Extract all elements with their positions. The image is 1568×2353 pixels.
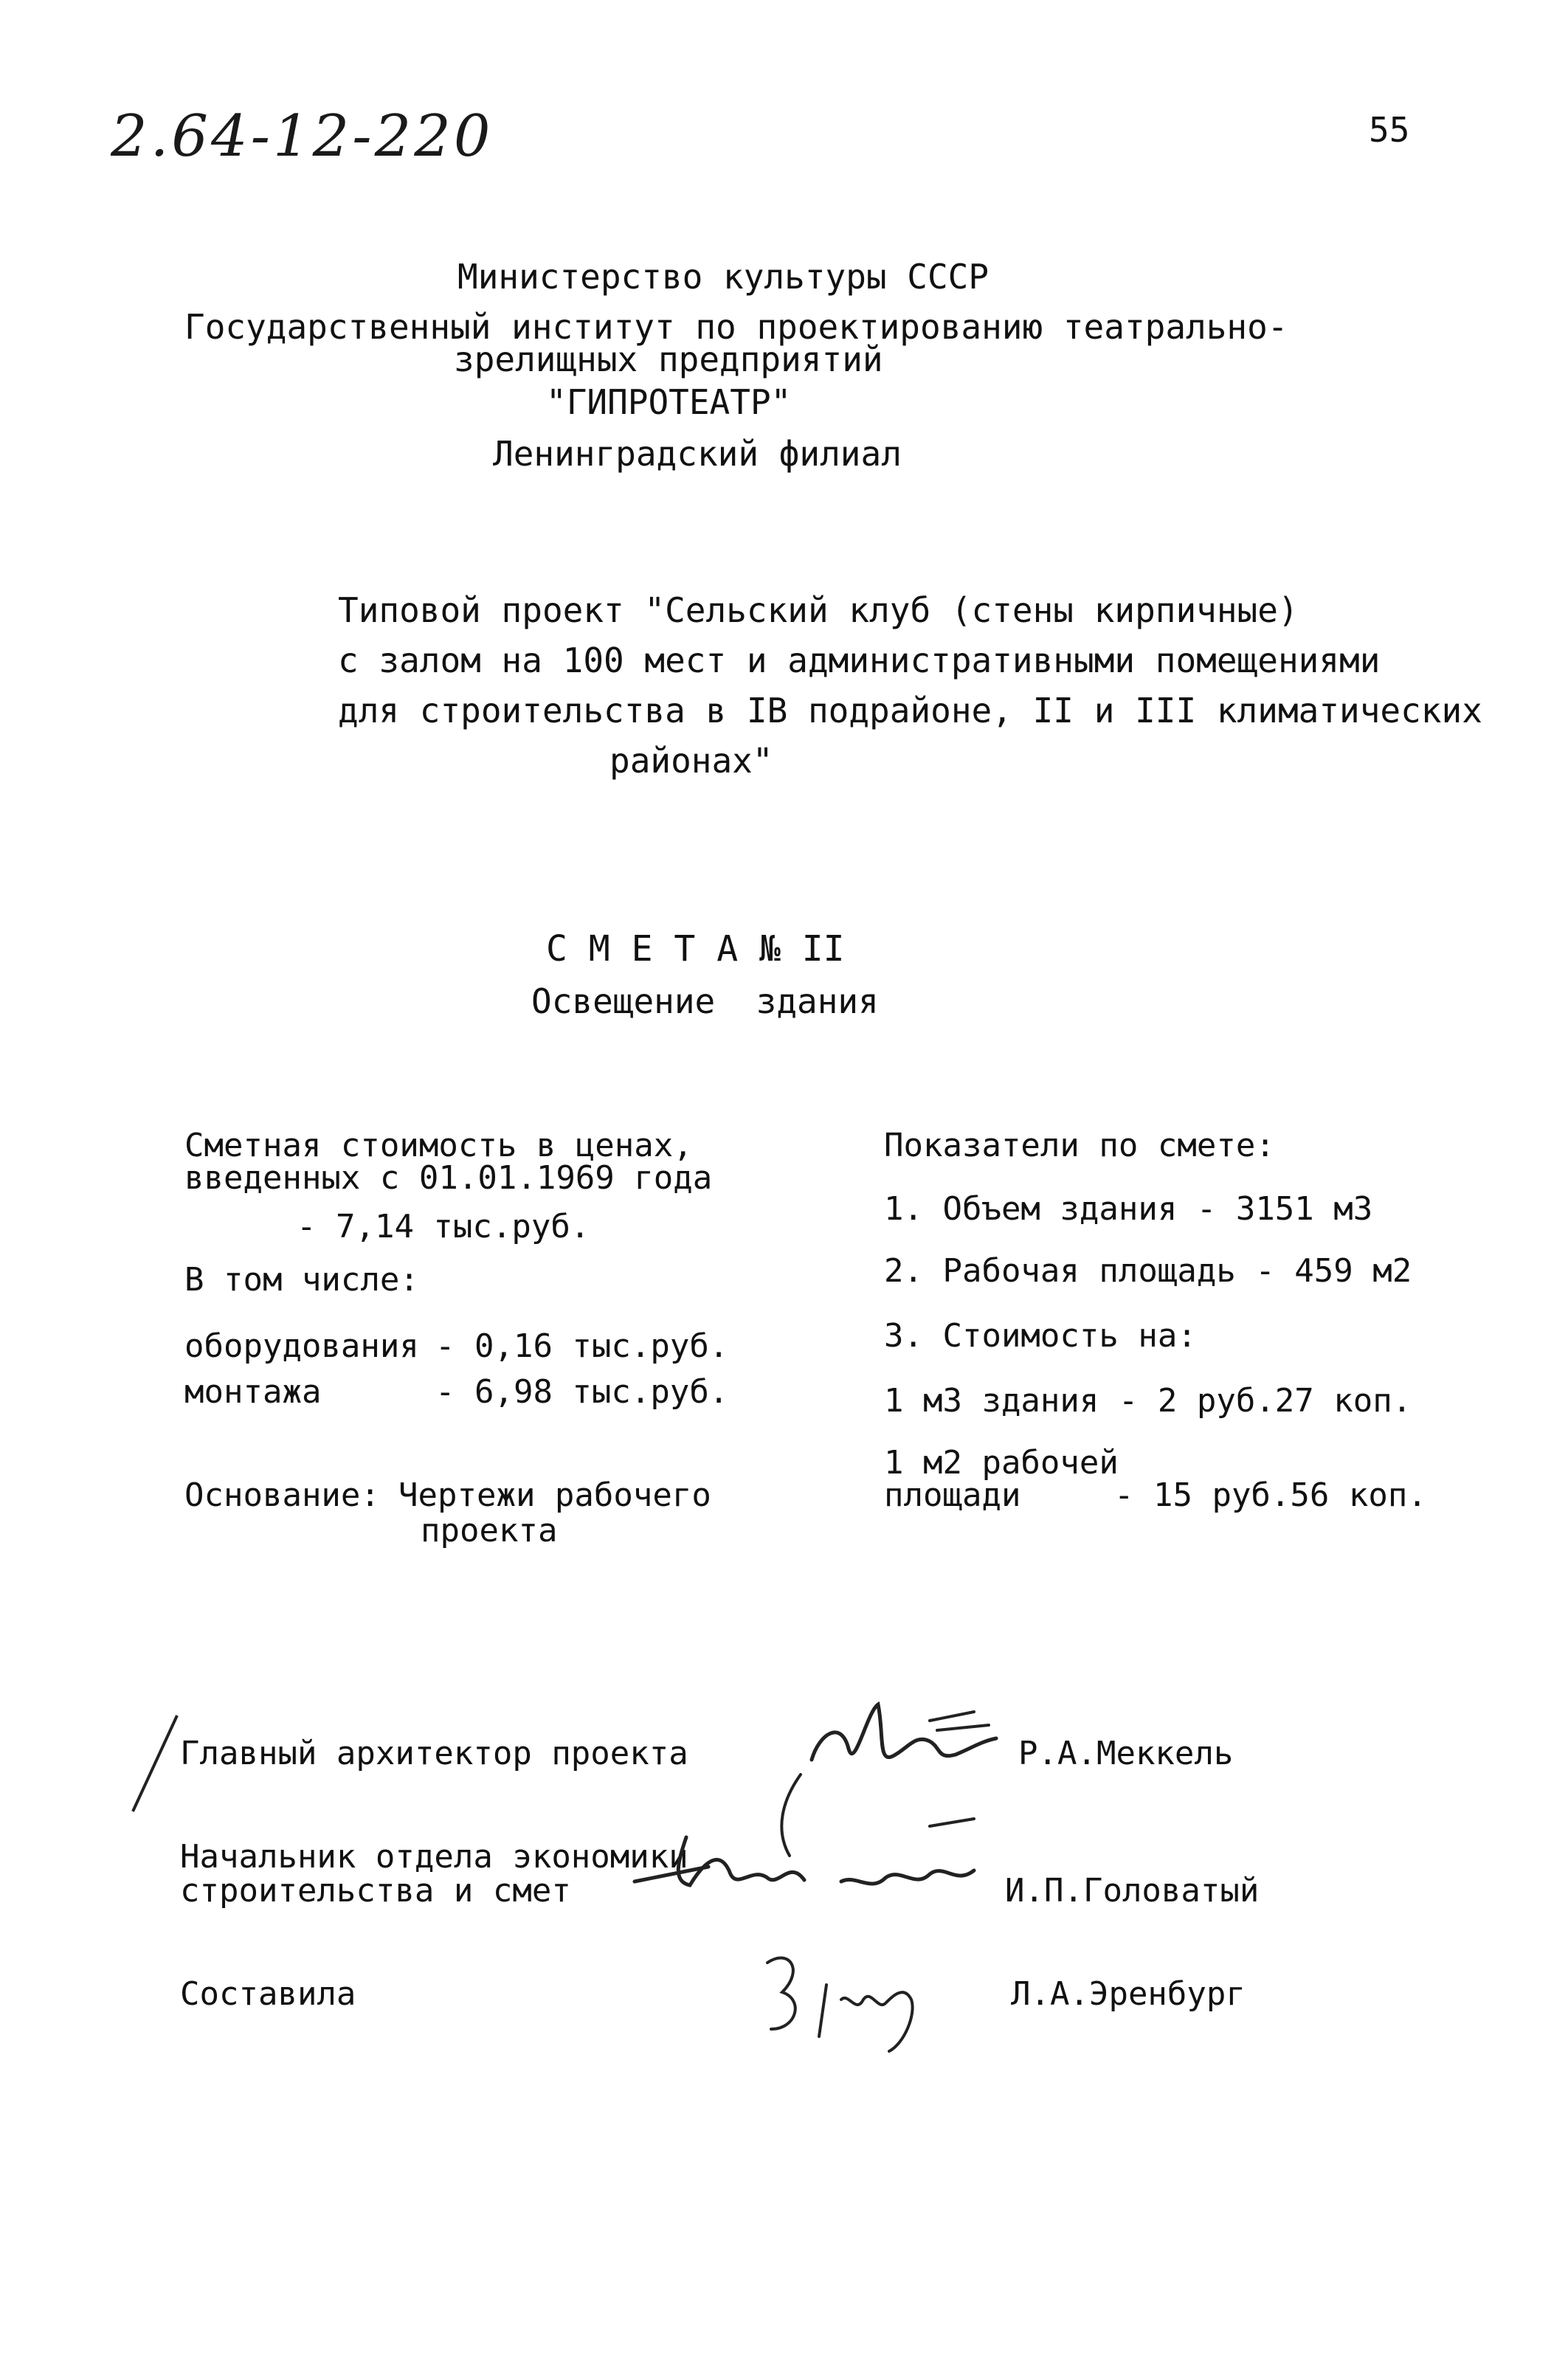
cost-line-1: Сметная стоимость в ценах, [184,1127,693,1164]
dept-head-role-line-2: строительства и смет [180,1872,571,1910]
basis-label: Основание: [184,1476,380,1514]
indicator-volume: 1. Объем здания - 3151 м3 [884,1190,1373,1228]
compiler-name: Л.А.Эренбург [1011,1975,1246,2013]
chief-architect-name: Р.А.Меккель [1018,1735,1234,1772]
indicators-title: Показатели по смете: [884,1127,1275,1164]
cost-total: - 7,14 тыс.руб. [297,1208,590,1245]
chief-architect-role: Главный архитектор проекта [180,1735,688,1772]
estimate-title: С М Е Т А № II [546,928,845,970]
dept-head-name: И.П.Головатый [1005,1872,1260,1910]
installation-value: - 6,98 тыс.руб. [435,1373,729,1411]
ministry-line: Министерство культуры СССР [457,257,990,297]
project-line-2: с залом на 100 мест и административными помещениями [338,640,1381,680]
dept-head-role-line-1: Начальник отдела экономики [180,1838,688,1876]
page-number: 55 [1369,110,1410,150]
dept-head-signature [620,1756,1033,1918]
project-line-4: районах" [609,741,773,781]
indicator-cost-per-m2-line-1: 1 м2 рабочей [884,1444,1119,1482]
compiler-role: Составила [180,1975,356,2013]
basis-line-1: Чертежи рабочего [398,1476,711,1514]
basis-line-2: проекта [421,1512,558,1549]
compiler-signature [745,1933,937,2066]
indicator-cost-per-m3: 1 м3 здания - 2 руб.27 коп. [884,1382,1412,1420]
indicator-cost-per-m2-value: - 15 руб.56 коп. [1114,1476,1427,1514]
project-line-3: для строительства в IB подрайоне, II и III климатических [338,691,1482,730]
cost-line-2: введенных с 01.01.1969 года [184,1159,713,1197]
institute-line-1: Государственный институт по проектированию театрально- [184,307,1288,347]
margin-slash-mark [125,1712,184,1815]
branch-line: Ленинградский филиал [493,434,902,474]
equipment-label: оборудования [184,1327,419,1365]
indicator-cost-header: 3. Стоимость на: [884,1317,1197,1355]
document-code: 2.64-12-220 [111,103,494,170]
institute-name: "ГИПРОТЕАТР" [546,382,792,422]
project-line-1: Типовой проект "Сельский клуб (стены кирпичные) [338,590,1299,630]
indicator-area: 2. Рабочая площадь - 459 м2 [884,1252,1412,1290]
estimate-subtitle: Освещение здания [531,981,879,1021]
cost-including: В том числе: [184,1261,419,1299]
indicator-cost-per-m2-line-2: площади [884,1476,1021,1514]
installation-label: монтажа [184,1373,322,1411]
equipment-value: - 0,16 тыс.руб. [435,1327,729,1365]
institute-line-2: зрелищных предприятий [454,339,883,379]
